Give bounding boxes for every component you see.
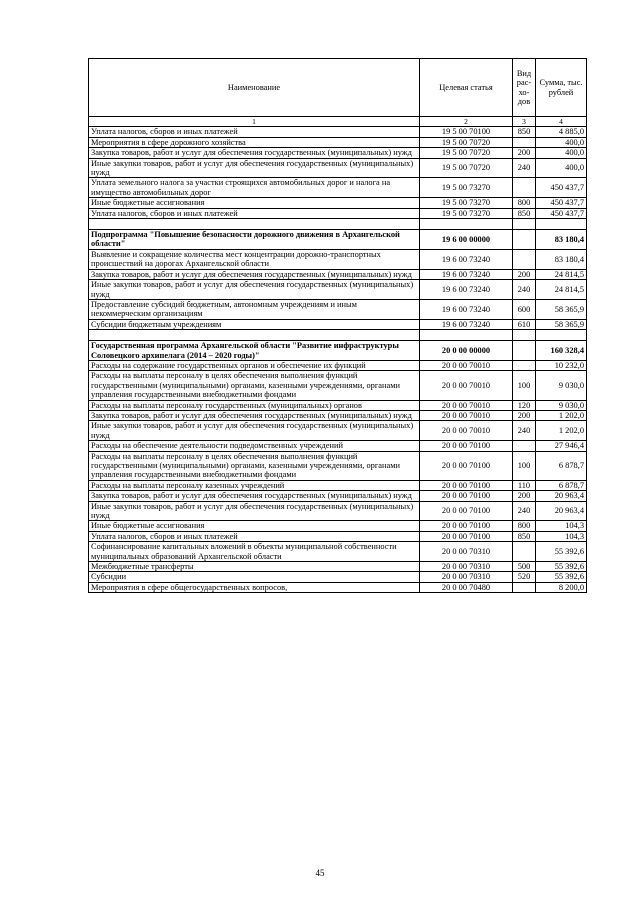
row-name: Предоставление субсидий бюджетным, автономным учреждениям и иным некоммерческим организациям [89, 299, 420, 319]
table-row [89, 249, 587, 269]
row-sum: 160 328,4 [536, 341, 587, 361]
table-row [89, 198, 587, 208]
page-number: 45 [315, 868, 325, 878]
row-code: 20 0 00 70100 [420, 441, 513, 451]
row-name: Мероприятия в сфере дорожного хозяйства [89, 137, 420, 147]
row-sum: 1 202,0 [536, 410, 587, 420]
row-sum: 9 030,0 [536, 371, 587, 400]
table-row [89, 400, 587, 410]
row-sum: 450 437,7 [536, 178, 587, 198]
row-name: Расходы на выплаты персоналу государственных (муниципальных) органов [89, 400, 420, 410]
row-vid: 800 [513, 521, 536, 531]
row-sum: 1 202,0 [536, 421, 587, 441]
row-code: 20 0 00 70010 [420, 371, 513, 400]
table-row [89, 480, 587, 490]
row-vid: 600 [513, 299, 536, 319]
row-name: Расходы на обеспечение деятельности подведомственных учреждений [89, 441, 420, 451]
row-name: Уплата налогов, сборов и иных платежей [89, 531, 420, 541]
row-vid: 200 [513, 491, 536, 501]
table-row [89, 572, 587, 582]
row-sum: 400,0 [536, 137, 587, 147]
row-sum: 450 437,7 [536, 208, 587, 218]
row-vid: 240 [513, 158, 536, 178]
row-vid: 500 [513, 562, 536, 572]
budget-table [88, 58, 587, 593]
header-index: 4 [536, 117, 587, 127]
row-sum: 24 814,5 [536, 269, 587, 279]
table-row [89, 299, 587, 319]
header-index-row [89, 117, 587, 127]
row-code: 20 0 00 70010 [420, 400, 513, 410]
row-code: 20 0 00 70100 [420, 480, 513, 490]
row-vid: 100 [513, 451, 536, 480]
row-name: Уплата налогов, сборов и иных платежей [89, 208, 420, 218]
row-sum: 55 392,6 [536, 542, 587, 562]
row-code: 20 0 00 70100 [420, 521, 513, 531]
row-sum: 400,0 [536, 148, 587, 158]
table-row [89, 501, 587, 521]
row-name: Подпрограмма "Повышение безопасности дорожного движения в Архангельской области" [89, 230, 420, 250]
row-name: Субсидии бюджетным учреждениям [89, 319, 420, 329]
row-code: 20 0 00 70100 [420, 501, 513, 521]
table-row [89, 158, 587, 178]
row-vid: 110 [513, 480, 536, 490]
row-sum: 6 878,7 [536, 480, 587, 490]
row-sum: 24 814,5 [536, 280, 587, 300]
header-vid: Вид рас-хо-дов [513, 59, 536, 117]
table-row [89, 562, 587, 572]
table-row [89, 410, 587, 420]
spacer-cell [420, 330, 513, 341]
row-vid: 240 [513, 280, 536, 300]
row-sum: 4 885,0 [536, 127, 587, 137]
row-vid: 610 [513, 319, 536, 329]
row-vid: 200 [513, 410, 536, 420]
row-sum: 58 365,9 [536, 319, 587, 329]
spacer-cell [536, 219, 587, 230]
table-header [89, 59, 587, 117]
row-name: Выявление и сокращение количества мест концентрации дорожно-транспортных происшествий на дорогах Архангельской области [89, 249, 420, 269]
row-vid: 800 [513, 198, 536, 208]
row-name: Расходы на выплаты персоналу в целях обеспечения выполнения функций государственными (муниципальными) органами, казенными учреждениями, органами управления государственными внебюджетными фондами [89, 451, 420, 480]
table-row [89, 148, 587, 158]
row-vid [513, 249, 536, 269]
row-name: Расходы на выплаты персоналу казенных учреждений [89, 480, 420, 490]
row-name: Закупка товаров, работ и услуг для обеспечения государственных (муниципальных) нужд [89, 410, 420, 420]
header-index: 2 [420, 117, 513, 127]
table-row [89, 319, 587, 329]
spacer-row [89, 330, 587, 341]
row-vid [513, 230, 536, 250]
row-name: Расходы на содержание государственных органов и обеспечение их функций [89, 360, 420, 370]
row-name: Уплата налогов, сборов и иных платежей [89, 127, 420, 137]
row-name: Иные бюджетные ассигнования [89, 198, 420, 208]
row-vid: 850 [513, 531, 536, 541]
row-sum: 9 030,0 [536, 400, 587, 410]
row-vid: 200 [513, 148, 536, 158]
row-code: 19 5 00 73270 [420, 178, 513, 198]
program-row [89, 341, 587, 361]
row-name: Иные бюджетные ассигнования [89, 521, 420, 531]
row-sum: 6 878,7 [536, 451, 587, 480]
row-sum: 8 200,0 [536, 582, 587, 592]
spacer-cell [420, 219, 513, 230]
row-code: 20 0 00 70100 [420, 491, 513, 501]
row-code: 20 0 00 70310 [420, 562, 513, 572]
table-row [89, 451, 587, 480]
row-code: 19 5 00 73270 [420, 198, 513, 208]
row-name: Иные закупки товаров, работ и услуг для обеспечения государственных (муниципальных) нужд [89, 280, 420, 300]
row-sum: 20 963,4 [536, 501, 587, 521]
row-code: 20 0 00 70100 [420, 531, 513, 541]
spacer-row [89, 219, 587, 230]
row-code: 20 0 00 70010 [420, 421, 513, 441]
row-name: Иные закупки товаров, работ и услуг для обеспечения государственных (муниципальных) нужд [89, 501, 420, 521]
row-code: 19 6 00 73240 [420, 319, 513, 329]
table-row [89, 521, 587, 531]
row-code: 20 0 00 00000 [420, 341, 513, 361]
table-row [89, 421, 587, 441]
row-code: 19 5 00 73270 [420, 208, 513, 218]
table-row [89, 127, 587, 137]
header-target: Целевая статья [420, 59, 513, 117]
header-name: Наименование [89, 59, 420, 117]
row-code: 20 0 00 70100 [420, 451, 513, 480]
budget-table-container [88, 58, 586, 593]
row-sum: 55 392,6 [536, 572, 587, 582]
program-row [89, 230, 587, 250]
spacer-cell [89, 219, 420, 230]
row-code: 19 5 00 70100 [420, 127, 513, 137]
row-vid: 200 [513, 269, 536, 279]
table-row [89, 178, 587, 198]
row-sum: 104,3 [536, 521, 587, 531]
table-body [89, 127, 587, 593]
spacer-cell [513, 219, 536, 230]
row-code: 19 6 00 00000 [420, 230, 513, 250]
row-vid [513, 542, 536, 562]
row-sum: 83 180,4 [536, 230, 587, 250]
row-code: 19 6 00 73240 [420, 280, 513, 300]
row-code: 20 0 00 70010 [420, 360, 513, 370]
table-row [89, 531, 587, 541]
row-vid: 520 [513, 572, 536, 582]
row-sum: 27 946,4 [536, 441, 587, 451]
row-code: 19 5 00 70720 [420, 158, 513, 178]
row-vid: 240 [513, 421, 536, 441]
row-code: 20 0 00 70310 [420, 542, 513, 562]
row-name: Мероприятия в сфере общегосударственных вопросов, [89, 582, 420, 592]
table-row [89, 137, 587, 147]
row-vid [513, 341, 536, 361]
row-sum: 10 232,0 [536, 360, 587, 370]
row-code: 19 6 00 73240 [420, 249, 513, 269]
table-row [89, 542, 587, 562]
row-code: 19 5 00 70720 [420, 148, 513, 158]
row-name: Субсидии [89, 572, 420, 582]
table-row [89, 582, 587, 592]
row-vid [513, 137, 536, 147]
row-sum: 83 180,4 [536, 249, 587, 269]
row-vid: 100 [513, 371, 536, 400]
row-vid [513, 360, 536, 370]
row-sum: 400,0 [536, 158, 587, 178]
row-sum: 20 963,4 [536, 491, 587, 501]
row-name: Иные закупки товаров, работ и услуг для обеспечения государственных (муниципальных) нужд [89, 158, 420, 178]
row-name: Закупка товаров, работ и услуг для обеспечения государственных (муниципальных) нужд [89, 269, 420, 279]
row-vid: 240 [513, 501, 536, 521]
spacer-cell [513, 330, 536, 341]
table-row [89, 208, 587, 218]
row-vid: 850 [513, 127, 536, 137]
row-name: Иные закупки товаров, работ и услуг для обеспечения государственных (муниципальных) нужд [89, 421, 420, 441]
header-index: 1 [89, 117, 420, 127]
row-vid [513, 582, 536, 592]
row-code: 19 6 00 73240 [420, 299, 513, 319]
row-name: Закупка товаров, работ и услуг для обеспечения государственных (муниципальных) нужд [89, 148, 420, 158]
row-sum: 55 392,6 [536, 562, 587, 572]
row-vid: 120 [513, 400, 536, 410]
header-index: 3 [513, 117, 536, 127]
row-code: 19 6 00 73240 [420, 269, 513, 279]
row-code: 20 0 00 70010 [420, 410, 513, 420]
row-vid: 850 [513, 208, 536, 218]
row-name: Межбюджетные трансферты [89, 562, 420, 572]
row-name: Уплата земельного налога за участки строящихся автомобильных дорог и налога на имущество автомобильных дорог [89, 178, 420, 198]
row-sum: 58 365,9 [536, 299, 587, 319]
row-vid [513, 441, 536, 451]
table-row [89, 441, 587, 451]
row-name: Закупка товаров, работ и услуг для обеспечения государственных (муниципальных) нужд [89, 491, 420, 501]
spacer-cell [89, 330, 420, 341]
row-sum: 104,3 [536, 531, 587, 541]
row-code: 19 5 00 70720 [420, 137, 513, 147]
table-row [89, 491, 587, 501]
row-name: Государственная программа Архангельской области "Развитие инфраструктуры Соловецкого архипелага (2014 – 2020 годы)" [89, 341, 420, 361]
spacer-cell [536, 330, 587, 341]
table-row [89, 371, 587, 400]
row-sum: 450 437,7 [536, 198, 587, 208]
table-row [89, 360, 587, 370]
row-name: Софинансирование капитальных вложений в объекты муниципальной собственности муниципальных образований Архангельской области [89, 542, 420, 562]
row-code: 20 0 00 70310 [420, 572, 513, 582]
table-row [89, 280, 587, 300]
header-sum: Сумма, тыс. рублей [536, 59, 587, 117]
row-code: 20 0 00 70480 [420, 582, 513, 592]
row-name: Расходы на выплаты персоналу в целях обеспечения выполнения функций государственными (муниципальными) органами, казенными учреждениями, органами управления государственными внебюджетными фондами [89, 371, 420, 400]
row-vid [513, 178, 536, 198]
table-row [89, 269, 587, 279]
